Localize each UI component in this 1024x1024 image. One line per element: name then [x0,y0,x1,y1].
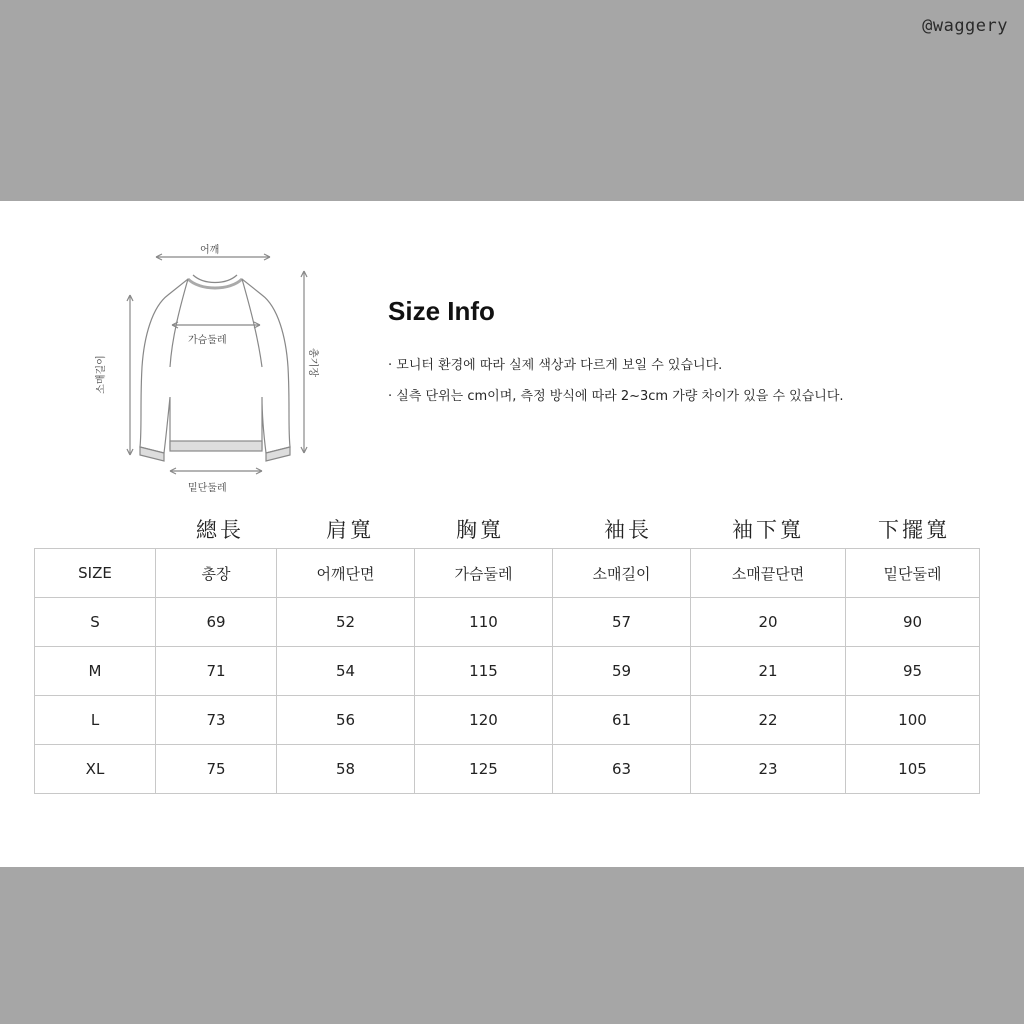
table-cell: 90 [846,598,980,647]
hanja-label: 下擺寬 [878,518,950,542]
note-monitor: · 모니터 환경에 따라 실제 색상과 다르게 보일 수 있습니다. [388,358,723,373]
header-cell: 가슴둘레 [415,549,553,598]
table-cell: 125 [415,745,553,794]
hanja-label: 胸寬 [456,518,504,542]
header-cell: 총장 [156,549,277,598]
table-cell: 71 [156,647,277,696]
sleeve-length-label: 소매길이 [95,355,107,394]
table-cell: 57 [553,598,691,647]
size-cell: S [35,598,156,647]
table-cell: 110 [415,598,553,647]
header-cell: 어깨단면 [277,549,415,598]
table-cell: 73 [156,696,277,745]
header-cell: 소매끝단면 [691,549,846,598]
total-length-label: 총기장 [306,348,318,377]
table-cell: 120 [415,696,553,745]
sweatshirt-diagram [90,217,340,497]
size-info-title: Size Info [388,296,495,326]
header-cell: 밑단둘레 [846,549,980,598]
table-row [35,598,980,647]
hanja-label: 袖下寬 [732,518,804,542]
chest-label: 가슴둘레 [188,335,227,346]
header-cell: 소매길이 [553,549,691,598]
table-cell: 105 [846,745,980,794]
table-cell: 63 [553,745,691,794]
table-cell: 58 [277,745,415,794]
table-cell: 22 [691,696,846,745]
note-measurement: · 실측 단위는 cm이며, 측정 방식에 따라 2~3cm 가량 차이가 있을 수 있습니다. [388,389,844,404]
size-cell: XL [35,745,156,794]
header-cell: SIZE [35,549,156,598]
size-cell: L [35,696,156,745]
sweatshirt-illustration [90,217,340,497]
table-cell: 95 [846,647,980,696]
size-info-panel [0,201,1024,867]
table-cell: 61 [553,696,691,745]
shoulder-label: 어깨 [200,245,220,256]
table-cell: 100 [846,696,980,745]
table-header-row [35,549,980,598]
table-cell: 54 [277,647,415,696]
table-cell: 59 [553,647,691,696]
table-cell: 115 [415,647,553,696]
table-cell: 20 [691,598,846,647]
size-cell: M [35,647,156,696]
table-cell: 75 [156,745,277,794]
table-cell: 52 [277,598,415,647]
watermark: @waggery [922,16,1008,36]
hanja-label: 袖長 [604,518,652,542]
table-cell: 56 [277,696,415,745]
size-table [34,548,980,794]
table-row [35,647,980,696]
hanja-label: 總長 [196,518,244,542]
table-row [35,745,980,794]
hanja-label: 肩寬 [326,518,374,542]
hem-label: 밑단둘레 [188,483,227,494]
table-cell: 23 [691,745,846,794]
table-row [35,696,980,745]
table-cell: 69 [156,598,277,647]
table-cell: 21 [691,647,846,696]
